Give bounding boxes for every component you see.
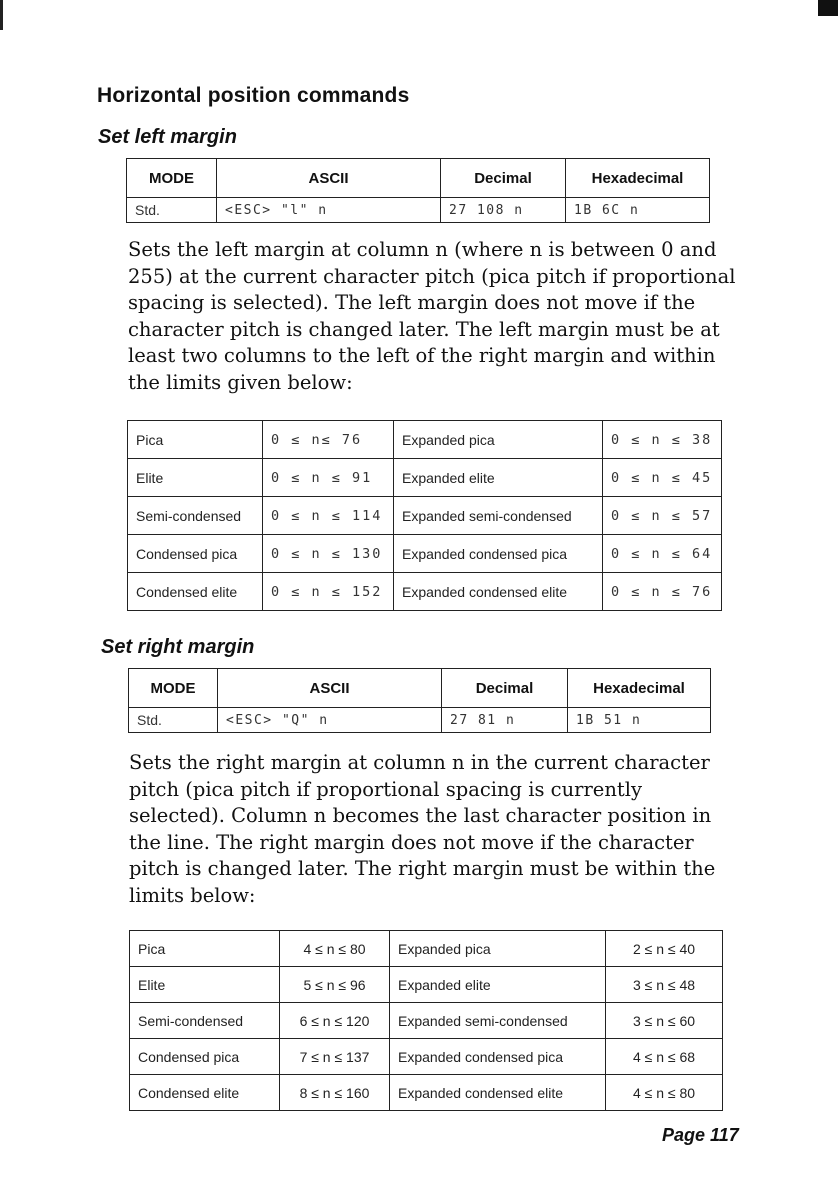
header-ascii: ASCII [218, 669, 442, 708]
cell-expanded-mode: Expanded pica [394, 421, 603, 459]
cell-expanded-range: 0 ≤ n ≤ 57 [603, 497, 722, 535]
table-row [130, 1039, 723, 1075]
cell-hexadecimal: 1B 51 n [568, 708, 711, 733]
cell-expanded-range: 4 ≤ n ≤ 80 [606, 1075, 723, 1111]
table-row [127, 198, 710, 223]
cell-expanded-mode: Expanded pica [390, 931, 606, 967]
table-row [128, 459, 722, 497]
cell-range: 0 ≤ n ≤ 152 [263, 573, 394, 611]
header-hexadecimal: Hexadecimal [566, 159, 710, 198]
cell-mode: Condensed elite [130, 1075, 280, 1111]
cell-expanded-mode: Expanded elite [394, 459, 603, 497]
cell-mode: Pica [128, 421, 263, 459]
page-number: Page 117 [662, 1125, 739, 1145]
table-header-row [129, 669, 711, 708]
cell-range: 5 ≤ n ≤ 96 [280, 967, 390, 1003]
header-mode: MODE [129, 669, 218, 708]
cell-expanded-range: 0 ≤ n ≤ 64 [603, 535, 722, 573]
cell-mode: Condensed elite [128, 573, 263, 611]
cell-ascii: <ESC> "l" n [217, 198, 441, 223]
header-ascii: ASCII [217, 159, 441, 198]
cell-mode: Std. [127, 198, 217, 223]
left-margin-title: Set left margin [98, 126, 237, 148]
cell-expanded-mode: Expanded condensed elite [394, 573, 603, 611]
cell-range: 0 ≤ n≤ 76 [263, 421, 394, 459]
cell-mode: Elite [130, 967, 280, 1003]
cell-range: 7 ≤ n ≤ 137 [280, 1039, 390, 1075]
cell-expanded-range: 3 ≤ n ≤ 48 [606, 967, 723, 1003]
cell-expanded-range: 3 ≤ n ≤ 60 [606, 1003, 723, 1039]
cell-expanded-mode: Expanded condensed pica [394, 535, 603, 573]
cell-range: 0 ≤ n ≤ 130 [263, 535, 394, 573]
right-command-table [128, 668, 711, 733]
cell-mode: Std. [129, 708, 218, 733]
table-row [130, 931, 723, 967]
left-limits-table [127, 420, 722, 611]
right-margin-description: Sets the right margin at column n in the current character pitch (pica pitch if proportional spacing is currently selected). Column n becomes the last character position in the line. The right margin does not move if the character pitch is changed later. The right margin must be within the limits below: [129, 751, 716, 907]
cell-mode: Pica [130, 931, 280, 967]
header-decimal: Decimal [441, 159, 566, 198]
cell-decimal: 27 108 n [441, 198, 566, 223]
left-margin-description: Sets the left margin at column n (where n is between 0 and 255) at the current character pitch (pica pitch if proportional spacing is selected). The left margin does not move if the character pitch is changed later. The left margin must be at least two columns to the left of the right margin and within the limits given below: [128, 238, 736, 394]
table-row [128, 421, 722, 459]
table-row [129, 708, 711, 733]
cell-ascii: <ESC> "Q" n [218, 708, 442, 733]
table-row [130, 967, 723, 1003]
right-limits-table [129, 930, 723, 1111]
cell-range: 6 ≤ n ≤ 120 [280, 1003, 390, 1039]
header-mode: MODE [127, 159, 217, 198]
cell-hexadecimal: 1B 6C n [566, 198, 710, 223]
section-heading: Horizontal position commands [97, 84, 410, 107]
cell-range: 0 ≤ n ≤ 91 [263, 459, 394, 497]
cell-mode: Semi-condensed [130, 1003, 280, 1039]
cell-mode: Condensed pica [130, 1039, 280, 1075]
cell-range: 8 ≤ n ≤ 160 [280, 1075, 390, 1111]
cell-expanded-mode: Expanded condensed pica [390, 1039, 606, 1075]
header-decimal: Decimal [442, 669, 568, 708]
table-row [128, 573, 722, 611]
table-row [130, 1003, 723, 1039]
cell-mode: Condensed pica [128, 535, 263, 573]
cell-range: 4 ≤ n ≤ 80 [280, 931, 390, 967]
table-row [128, 535, 722, 573]
cell-expanded-range: 0 ≤ n ≤ 76 [603, 573, 722, 611]
cell-expanded-mode: Expanded condensed elite [390, 1075, 606, 1111]
cell-expanded-mode: Expanded semi-condensed [394, 497, 603, 535]
left-command-table [126, 158, 710, 223]
cell-decimal: 27 81 n [442, 708, 568, 733]
cell-expanded-range: 2 ≤ n ≤ 40 [606, 931, 723, 967]
right-margin-title: Set right margin [101, 636, 255, 658]
header-hexadecimal: Hexadecimal [568, 669, 711, 708]
table-row [128, 497, 722, 535]
scan-corner-mark [818, 0, 838, 16]
table-row [130, 1075, 723, 1111]
cell-expanded-range: 0 ≤ n ≤ 45 [603, 459, 722, 497]
table-header-row [127, 159, 710, 198]
cell-mode: Elite [128, 459, 263, 497]
scan-edge-mark [0, 0, 3, 30]
cell-range: 0 ≤ n ≤ 114 [263, 497, 394, 535]
cell-expanded-range: 0 ≤ n ≤ 38 [603, 421, 722, 459]
cell-expanded-mode: Expanded elite [390, 967, 606, 1003]
cell-mode: Semi-condensed [128, 497, 263, 535]
cell-expanded-mode: Expanded semi-condensed [390, 1003, 606, 1039]
cell-expanded-range: 4 ≤ n ≤ 68 [606, 1039, 723, 1075]
